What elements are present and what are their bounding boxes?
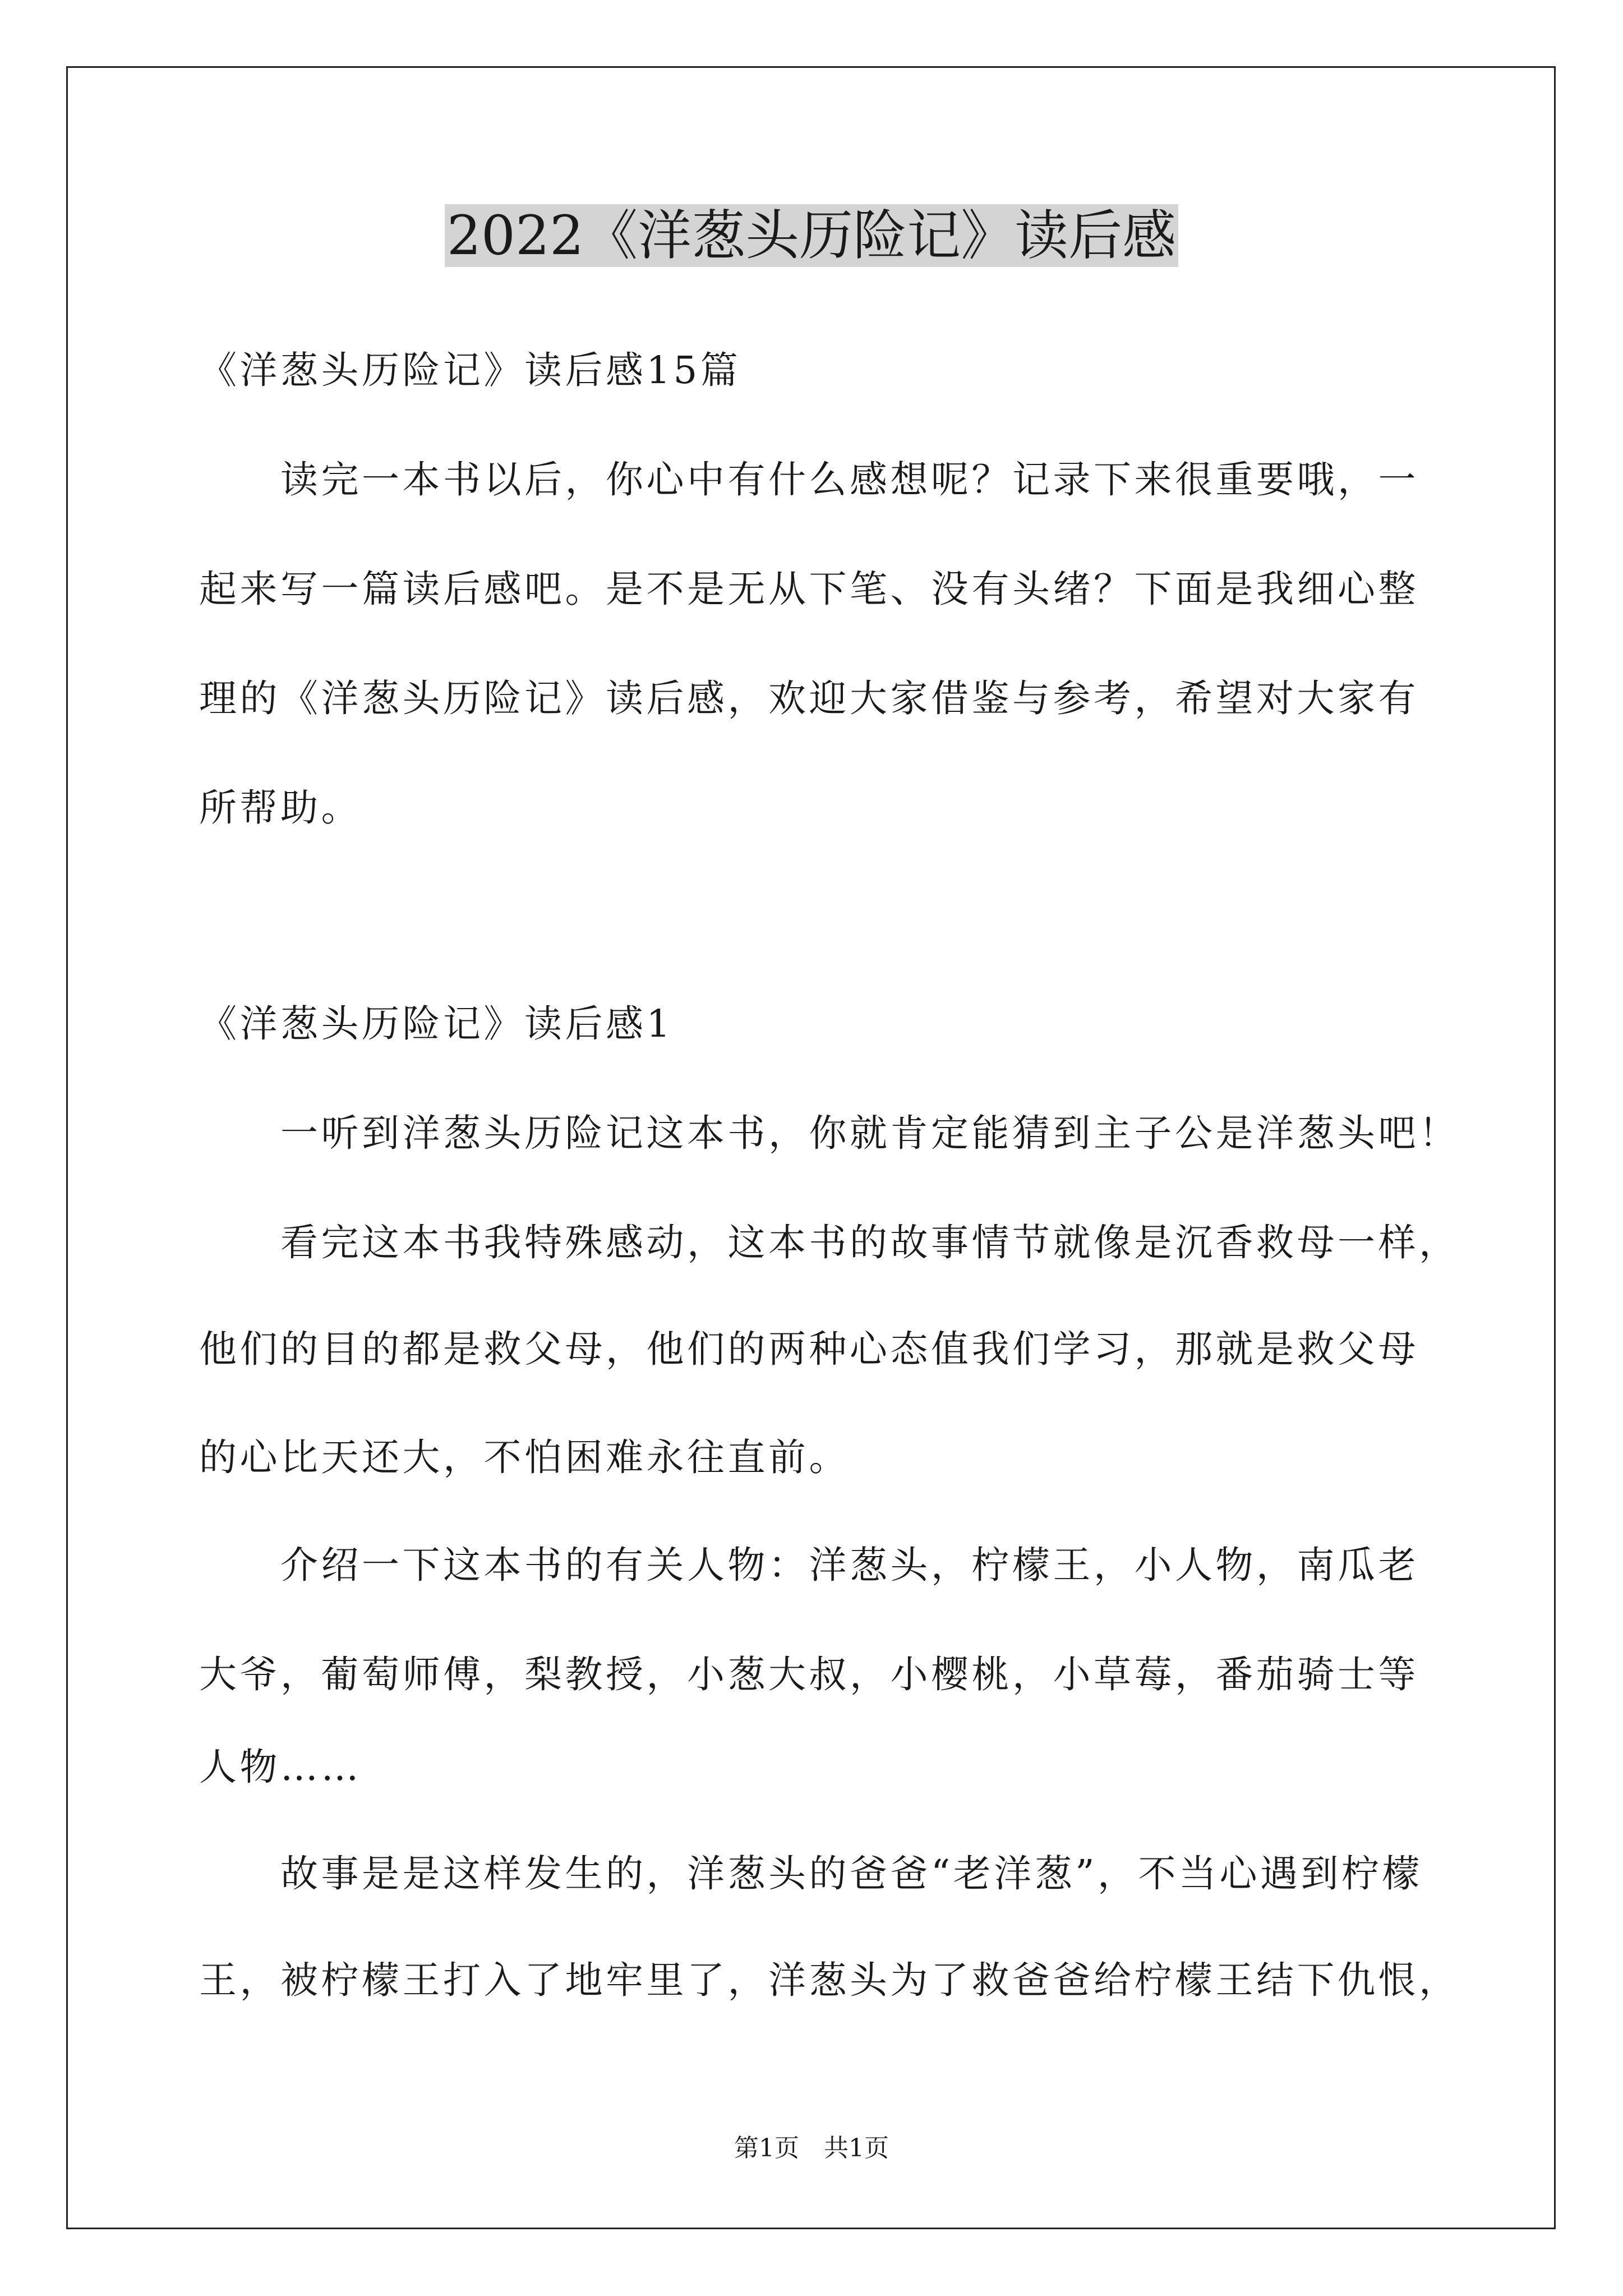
- document-title: [0, 196, 1623, 275]
- body-line: 一听到洋葱头历险记这本书，你就肯定能猜到主子公是洋葱头吧！: [280, 1111, 1460, 1155]
- page-footer: 第1页 共1页: [734, 2134, 889, 2162]
- body-line: 他们的目的都是救父母，他们的两种心态值我们学习，那就是救父母: [199, 1327, 1419, 1371]
- intro-line: 理的《洋葱头历险记》读后感，欢迎大家借鉴与参考，希望对大家有: [199, 677, 1419, 720]
- body-line: 故事是是这样发生的，洋葱头的爸爸“老洋葱”，不当心遇到柠檬: [280, 1852, 1423, 1895]
- body-line: 的心比天还大，不怕困难永往直前。: [199, 1435, 850, 1479]
- body-line: 大爷，葡萄师傅，梨教授，小葱大叔，小樱桃，小草莓，番茄骑士等: [199, 1653, 1419, 1696]
- body-line: 看完这本书我特殊感动，这本书的故事情节就像是沉香救母一样，: [280, 1221, 1460, 1264]
- body-line: 王，被柠檬王打入了地牢里了，洋葱头为了救爸爸给柠檬王结下仇恨，: [199, 1958, 1460, 2002]
- body-line: 介绍一下这本书的有关人物：洋葱头，柠檬王，小人物，南瓜老: [280, 1543, 1419, 1587]
- subtitle: 《洋葱头历险记》读后感15篇: [199, 348, 741, 392]
- intro-line: 起来写一篇读后感吧。是不是无从下笔、没有头绪？下面是我细心整: [199, 567, 1419, 611]
- body-line: 人物……: [199, 1745, 362, 1789]
- intro-line: 所帮助。: [199, 786, 362, 830]
- intro-line: 读完一本书以后，你心中有什么感想呢？记录下来很重要哦，一: [280, 458, 1419, 501]
- document-title-text: 2022《洋葱头历险记》读后感: [445, 204, 1178, 267]
- section-heading: 《洋葱头历险记》读后感1: [199, 1002, 674, 1046]
